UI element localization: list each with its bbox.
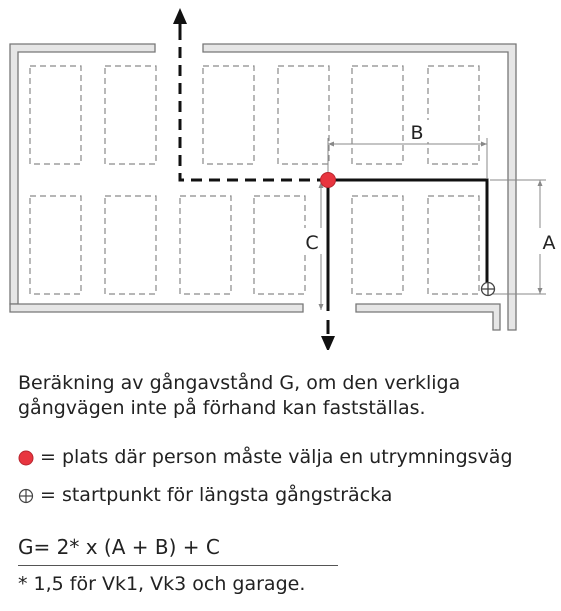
room-top-2 [105, 66, 156, 164]
room-top-6 [428, 66, 479, 164]
legend-item-decision-point [18, 445, 513, 470]
wall-top-left [10, 44, 155, 304]
dim-b-arrow-right [481, 142, 487, 147]
room-bottom-6 [428, 196, 479, 294]
walls [10, 44, 516, 330]
caption-line-1: Beräkning av gångavstånd G, om den verkliga [18, 372, 461, 394]
start-point-circle-plus-icon [482, 283, 495, 296]
room-top-3 [203, 66, 254, 164]
formula: G= 2* x (A + B) + C [18, 535, 220, 559]
red-dot-icon [18, 450, 34, 466]
room-bottom-1 [30, 196, 81, 294]
caption-line-2: gångvägen inte på förhand kan fastställas. [18, 397, 426, 419]
room-top-1 [30, 66, 81, 164]
wall-top-right [203, 44, 516, 330]
legend-item-start-point [18, 483, 392, 508]
wall-bottom-right [356, 304, 500, 330]
label-c: C [305, 232, 319, 254]
legend-text-decision-point: = plats där person måste välja en utrymningsväg [40, 446, 513, 468]
formula-underline [18, 565, 338, 566]
room-bottom-3 [180, 196, 231, 294]
wall-bottom-left [10, 304, 303, 312]
room-bottom-5 [352, 196, 403, 294]
walking-paths [180, 36, 487, 311]
label-a: A [542, 232, 556, 254]
dim-a-arrow-top [538, 180, 543, 186]
exit-arrow-top-icon [173, 8, 187, 24]
circle-plus-icon [18, 488, 34, 504]
room-bottom-2 [105, 196, 156, 294]
dim-c-arrow-bottom [319, 304, 324, 310]
exit-arrow-bottom-icon [321, 336, 335, 350]
label-b: B [410, 122, 424, 144]
room-top-4 [278, 66, 329, 164]
footnote: * 1,5 för Vk1, Vk3 och garage. [18, 573, 306, 595]
legend-text-start-point: = startpunkt för längsta gångsträcka [40, 484, 393, 506]
decision-point-dot-icon [321, 173, 336, 188]
caption [18, 371, 460, 421]
room-top-5 [352, 66, 403, 164]
room-bottom-4 [254, 196, 305, 294]
dim-a-arrow-bottom [538, 288, 543, 294]
